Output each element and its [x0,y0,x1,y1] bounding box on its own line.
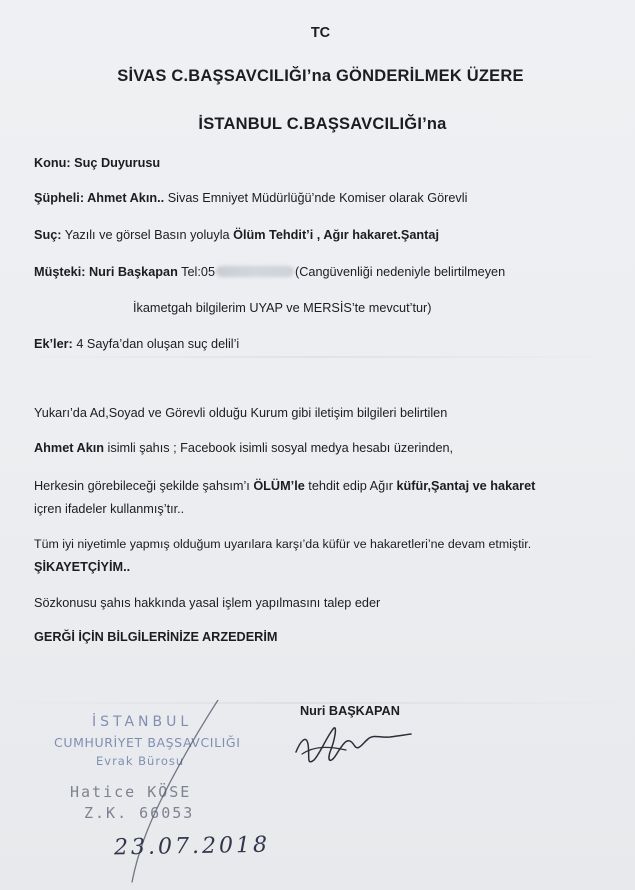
body-paragraph-2-rest: isimli şahıs ; Facebook isimli sosyal medya hesabı üzerinden, [104,441,454,455]
redacted-phone [216,266,294,277]
supheli-line [34,190,467,206]
stamp-line-3: Evrak Bürosu [96,754,185,768]
ekler-value: 4 Sayfa’dan oluşan suç delil’i [72,337,240,351]
supheli-label: Şüpheli: Ahmet Akın.. [34,191,165,205]
header-istanbul-line: İSTANBUL C.BAŞSAVCILIĞI’na [198,115,447,133]
accused-name: Ahmet Akın [34,441,105,455]
stamp-line-4: Hatice KÖSE [70,783,192,801]
ekler-label: Ek’ler: [34,337,73,351]
stamp-pen-stroke [40,700,290,890]
handwritten-date: 23.07.2018 [113,832,271,861]
body-paragraph-1: Yukarı’da Ad,Soyad ve Görevli olduğu Kurum gibi iletişim bilgileri belirtilen [34,406,448,420]
stamp-line-1: İSTANBUL [92,714,193,730]
stamp-line-2: CUMHURİYET BAŞSAVCILIĞI [54,735,241,750]
body-paragraph-3-bold-1: ÖLÜM’le [253,479,305,493]
body-paragraph-3-mid: tehdit edip Ağır [304,479,397,493]
suc-value: Yazılı ve görsel Basın yoluyla [61,228,234,242]
body-paragraph-3-bold-2: küfür,Şantaj ve hakaret [396,479,536,493]
header-tc: TC [310,25,331,41]
musteki-label: Müşteki: Nuri Başkapan [34,265,178,279]
body-paragraph-3 [34,478,535,494]
konu-line [34,155,160,171]
konu-label: Konu: Suç Duyurusu [34,156,161,170]
body-paragraph-3-start: Herkesin görebileceği şekilde şahsım’ı [34,479,254,493]
body-paragraph-4: içren ifadeler kullanmış’tır.. [34,502,185,516]
body-paragraph-5: Tüm iyi niyetimle yapmış olduğum uyarılara karşı’da küfür ve hakaretleri’ne devam etmiştir. [34,537,532,551]
suc-value-bold: Ölüm Tehdit’i , Ağır hakaret.Şantaj [233,228,439,242]
musteki-note: (Cangüvenliği nedeniyle belirtilmeyen [295,265,506,279]
header-sivas-line: SİVAS C.BAŞSAVCILIĞI’na GÖNDERİLMEK ÜZERE [117,67,524,85]
musteki-address-note: İkametgah bilgilerim UYAP ve MERSİS’te mevcut’tur) [133,301,432,315]
complaint-statement: ŞİKAYETÇİYİM.. [34,560,131,574]
office-stamp [40,700,290,890]
suc-line [34,227,439,243]
stamp-line-5: Z.K. 66053 [84,804,195,822]
supheli-value: Sivas Emniyet Müdürlüğü’nde Komiser olarak Görevli [164,191,468,205]
body-paragraph-2 [34,440,453,456]
request-statement: Sözkonusu şahıs hakkında yasal işlem yapılmasını talep eder [34,596,381,610]
suc-label: Suç: [34,228,62,242]
handwritten-signature [288,718,418,778]
signature-name: Nuri BAŞKAPAN [300,704,400,718]
closing-statement: GERĞİ İÇİN BİLGİLERİNİZE ARZEDERİM [34,630,278,644]
musteki-tel: Tel:05 [177,265,215,279]
ekler-line [34,336,239,352]
musteki-line [34,264,505,280]
paper-crease [0,356,635,358]
